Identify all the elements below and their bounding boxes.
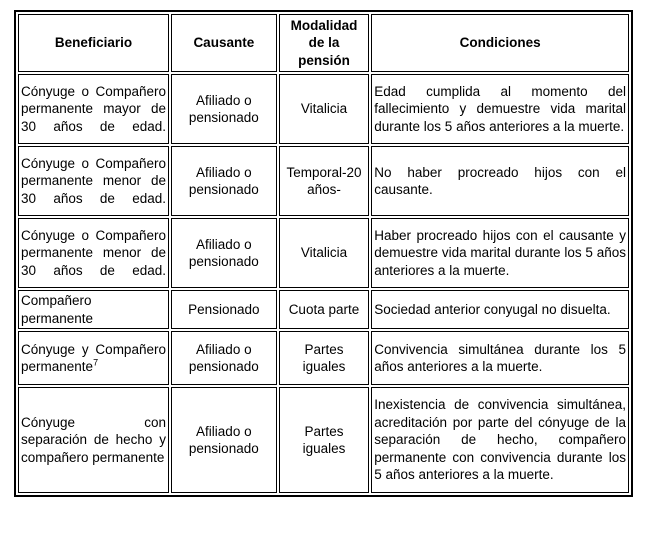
cell-causante: Pensionado [171,290,277,329]
cell-condiciones: No haber procreado hijos con el causante. [371,146,629,216]
table-row [18,146,629,216]
cell-beneficiario-text: Cónyuge y Compañero permanente [21,341,166,374]
cell-causante: Afiliado o pensionado [171,218,277,288]
cell-modalidad: Vitalicia [279,218,370,288]
table-header-row [18,14,629,72]
header-condiciones: Condiciones [371,14,629,72]
cell-causante: Afiliado o pensionado [171,146,277,216]
cell-condiciones: Edad cumplida al momento del fallecimiento y demuestre vida marital durante los 5 años anteriores a la muerte. [371,74,629,144]
cell-condiciones: Convivencia simultánea durante los 5 años anteriores a la muerte. [371,331,629,385]
pension-beneficiaries-table [14,10,633,497]
cell-beneficiario [18,331,169,385]
cell-beneficiario: Cónyuge o Compañero permanente mayor de 30 años de edad. [18,74,169,144]
cell-condiciones: Haber procreado hijos con el causante y demuestre vida marital durante los 5 años anteriores a la muerte. [371,218,629,288]
cell-causante: Afiliado o pensionado [171,331,277,385]
cell-modalidad: Temporal-20 años- [279,146,370,216]
header-causante: Causante [171,14,277,72]
cell-condiciones: Inexistencia de convivencia simultánea, acreditación por parte del cónyuge de la separación de hecho, compañero permanente con convivencia durante los 5 años anteriores a la muerte. [371,387,629,493]
table-row [18,331,629,385]
footnote-marker: 7 [93,357,99,368]
header-beneficiario: Beneficiario [18,14,169,72]
table-row [18,74,629,144]
table-row [18,387,629,493]
table-row [18,290,629,329]
cell-modalidad: Vitalicia [279,74,370,144]
cell-modalidad: Partes iguales [279,331,370,385]
cell-condiciones: Sociedad anterior conyugal no disuelta. [371,290,629,329]
cell-beneficiario: Cónyuge o Compañero permanente menor de 30 años de edad. [18,218,169,288]
cell-causante: Afiliado o pensionado [171,74,277,144]
cell-beneficiario: Cónyuge con separación de hecho y compañero permanente [18,387,169,493]
cell-modalidad: Partes iguales [279,387,370,493]
cell-beneficiario: Compañero permanente [18,290,169,329]
cell-causante: Afiliado o pensionado [171,387,277,493]
table-row [18,218,629,288]
cell-beneficiario: Cónyuge o Compañero permanente menor de 30 años de edad. [18,146,169,216]
header-modalidad: Modalidad de la pensión [279,14,370,72]
cell-modalidad: Cuota parte [279,290,370,329]
